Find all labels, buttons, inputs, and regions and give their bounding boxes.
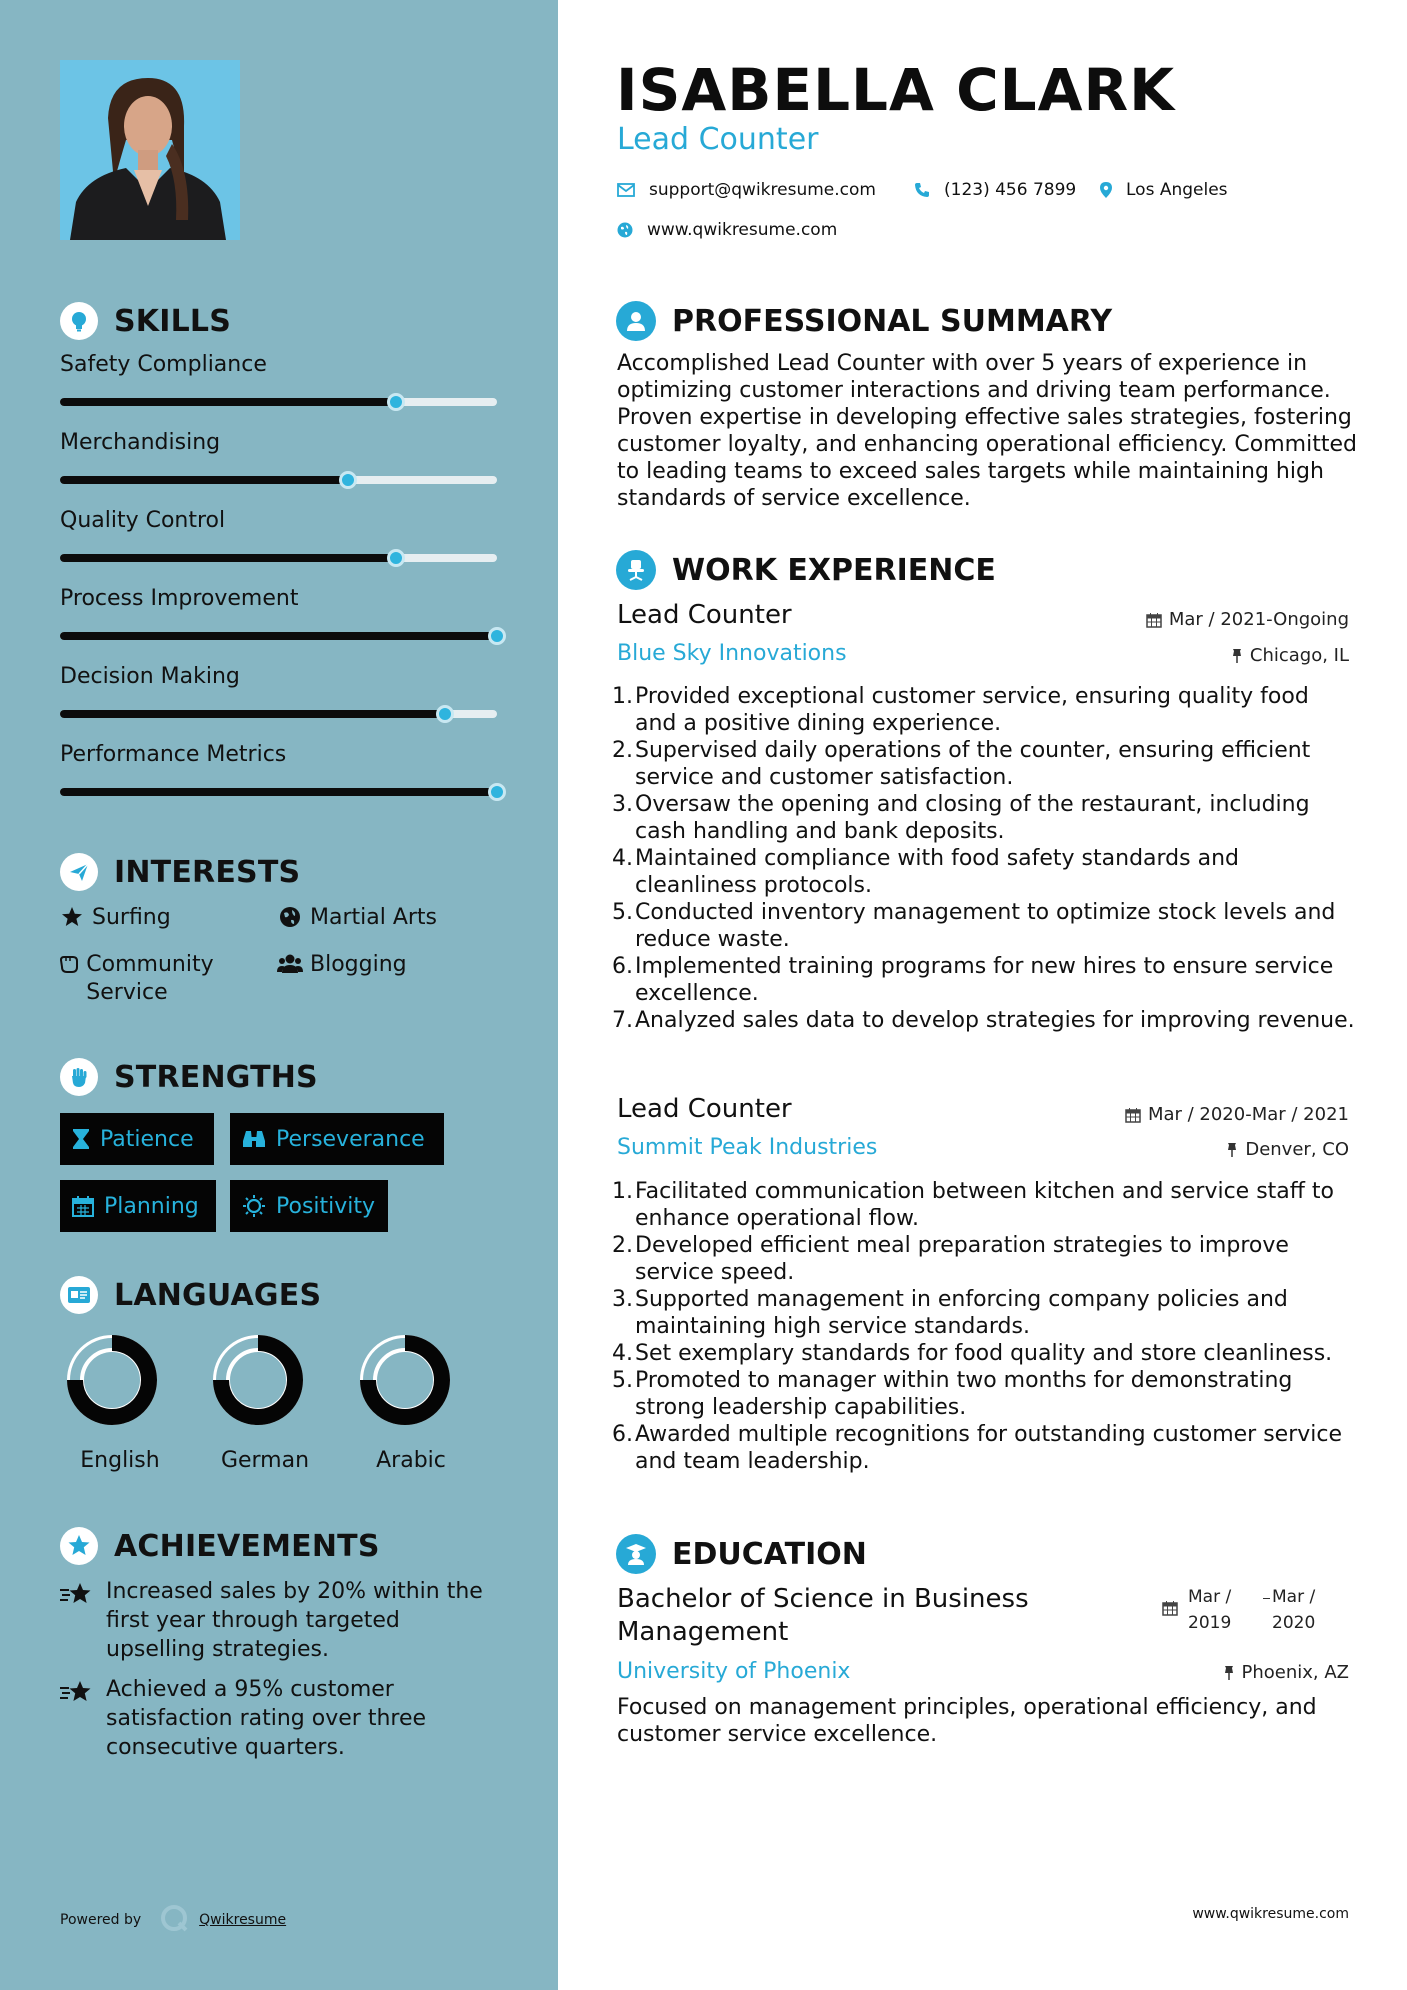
- language-card-icon: [60, 1276, 98, 1314]
- education-description: Focused on management principles, operational efficiency, and customer service excellence.: [617, 1695, 1317, 1747]
- skill-name: Performance Metrics: [60, 742, 287, 767]
- skill-bar: [60, 632, 497, 640]
- strength-badge: [230, 1113, 444, 1165]
- skill-bar-fill: [60, 398, 396, 406]
- skill-name: Safety Compliance: [60, 352, 267, 377]
- education-location-text: Phoenix, AZ: [1241, 1662, 1349, 1683]
- duty-item: 2. Supervised daily operations of the counter, ensuring efficient service and customer satisfaction.: [612, 738, 1311, 790]
- duty-item: 1. Provided exceptional customer service, ensuring quality food and a positive dining experience.: [612, 684, 1309, 736]
- users-icon: [276, 951, 304, 975]
- powered-by-label: Powered by: [60, 1912, 142, 1928]
- skill-bar: [60, 710, 497, 718]
- job-location-text: Chicago, IL: [1249, 645, 1349, 666]
- skill-bar-fill: [60, 632, 497, 640]
- skill-bar: [60, 476, 497, 484]
- skills-title: SKILLS: [114, 303, 232, 339]
- calendar-icon: [72, 1195, 94, 1217]
- calendar-icon: [1162, 1600, 1178, 1620]
- school-name: University of Phoenix: [617, 1659, 851, 1684]
- duty-item: 2. Developed efficient meal preparation strategies to improve service speed.: [612, 1233, 1289, 1285]
- skills-header: [60, 302, 231, 340]
- achievements-header: [60, 1527, 380, 1565]
- company-name: Summit Peak Industries: [617, 1135, 878, 1160]
- languages-title: LANGUAGES: [114, 1277, 322, 1313]
- summary-title: PROFESSIONAL SUMMARY: [672, 303, 1113, 339]
- graduate-icon: [616, 1534, 656, 1574]
- calendar-icon: [1125, 1107, 1141, 1123]
- globe-icon: [276, 904, 304, 928]
- education-title: EDUCATION: [672, 1536, 867, 1572]
- achievement-item: [60, 1675, 500, 1762]
- experience-header: [616, 550, 996, 590]
- skill-name: Quality Control: [60, 508, 226, 533]
- paper-plane-icon: [60, 853, 98, 891]
- end-year: 2020: [1272, 1613, 1316, 1633]
- strength-badge: [60, 1180, 216, 1232]
- contact-email[interactable]: [617, 180, 876, 200]
- duty-item: 6. Awarded multiple recognitions for outstanding customer service and team leadership.: [612, 1422, 1343, 1474]
- skill-bar-knob: [436, 705, 454, 723]
- skill-name: Decision Making: [60, 664, 240, 689]
- start-year: 2019: [1188, 1613, 1232, 1633]
- qwikresume-link[interactable]: Qwikresume: [199, 1912, 287, 1928]
- languages-header: [60, 1276, 321, 1314]
- summary-header: [616, 301, 1112, 341]
- language-ring: [359, 1334, 451, 1426]
- duty-item: 5. Conducted inventory management to optimize stock levels and reduce waste.: [612, 900, 1336, 952]
- interest-item: [58, 951, 258, 1007]
- language-ring-hole: [230, 1352, 286, 1408]
- job-date-text: Mar / 2020-Mar / 2021: [1147, 1104, 1349, 1125]
- summary-text: Accomplished Lead Counter with over 5 years of experience in optimizing customer interactions and driving team performance. Proven expertise in developing effective sales strategies, fostering customer loyalty, and enhancing operational efficiency. Committed to leading teams to exceed sales targets while maintaining high standards of service excellence.: [617, 351, 1357, 511]
- language-ring-hole: [377, 1352, 433, 1408]
- strength-label: Planning: [104, 1193, 199, 1219]
- duty-item: 6. Implemented training programs for new hires to ensure service excellence.: [612, 954, 1334, 1006]
- sidebar: [0, 0, 558, 1990]
- duty-item: 5. Promoted to manager within two months for demonstrating strong leadership capabilities.: [612, 1368, 1293, 1420]
- email-text: support@qwikresume.com: [649, 180, 876, 200]
- candidate-name: ISABELLA CLARK: [616, 56, 1176, 124]
- language-name: English: [80, 1448, 160, 1473]
- strength-label: Perseverance: [276, 1126, 425, 1152]
- education-start: [1188, 1584, 1231, 1636]
- powered-by: [60, 1903, 286, 1937]
- lightbulb-icon: [60, 302, 98, 340]
- binoculars-icon: [242, 1129, 266, 1149]
- skill-bar: [60, 398, 497, 406]
- date-separator: [1263, 1598, 1270, 1599]
- profile-photo: [60, 60, 240, 240]
- phone-text: (123) 456 7899: [944, 180, 1077, 200]
- strength-badge: [60, 1113, 214, 1165]
- skill-bar: [60, 788, 497, 796]
- achievement-star-icon: [60, 1577, 106, 1664]
- qwikresume-logo-icon: [159, 1903, 189, 1937]
- interest-item: [58, 904, 171, 932]
- interest-label: Community Service: [86, 952, 214, 1005]
- interest-item: [276, 951, 407, 979]
- skill-bar-knob: [488, 627, 506, 645]
- pushpin-icon: [1231, 648, 1243, 664]
- duty-item: 7. Analyzed sales data to develop strategies for improving revenue.: [612, 1008, 1355, 1033]
- education-header: [616, 1534, 867, 1574]
- skill-bar-knob: [488, 783, 506, 801]
- fist-icon: [60, 1058, 98, 1096]
- job-date: [1125, 1104, 1349, 1125]
- language-ring: [212, 1334, 304, 1426]
- achievement-text: Increased sales by 20% within the first year through targeted upselling strategies.: [106, 1579, 483, 1662]
- language-name: Arabic: [376, 1448, 446, 1473]
- candidate-role: Lead Counter: [617, 122, 819, 157]
- user-icon: [616, 301, 656, 341]
- language-name: German: [220, 1448, 310, 1473]
- strength-badge: [230, 1180, 388, 1232]
- duties-list: [612, 683, 1357, 1034]
- job-date-text: Mar / 2021-Ongoing: [1168, 609, 1349, 630]
- strength-label: Positivity: [276, 1193, 376, 1219]
- job-title: Lead Counter: [617, 1094, 792, 1124]
- duty-item: 4. Maintained compliance with food safety standards and cleanliness protocols.: [612, 846, 1239, 898]
- experience-title: WORK EXPERIENCE: [672, 552, 996, 588]
- end-month: Mar /: [1272, 1587, 1316, 1607]
- skill-name: Merchandising: [60, 430, 221, 455]
- interests-header: [60, 853, 300, 891]
- language-ring-hole: [84, 1352, 140, 1408]
- map-pin-icon: [1100, 182, 1112, 198]
- website-text: www.qwikresume.com: [647, 220, 838, 240]
- achievement-item: [60, 1577, 500, 1664]
- strengths-header: [60, 1058, 318, 1096]
- skill-name: Process Improvement: [60, 586, 299, 611]
- achievements-title: ACHIEVEMENTS: [114, 1528, 380, 1564]
- star-badge-icon: [60, 1527, 98, 1565]
- calendar-icon: [1146, 612, 1162, 628]
- interest-label: Martial Arts: [310, 905, 438, 930]
- interest-item: [276, 904, 437, 932]
- star-icon: [58, 904, 86, 928]
- duty-item: 1. Facilitated communication between kitchen and service staff to enhance operational flow.: [612, 1179, 1335, 1231]
- job-title: Lead Counter: [617, 600, 792, 630]
- phone-icon: [914, 182, 930, 198]
- skill-bar-fill: [60, 788, 497, 796]
- sun-icon: [242, 1194, 266, 1218]
- job-location-text: Denver, CO: [1245, 1139, 1349, 1160]
- job-location: [1231, 645, 1349, 666]
- hand-icon: [58, 951, 80, 975]
- duty-item: 4. Set exemplary standards for food quality and store cleanliness.: [612, 1341, 1333, 1366]
- skill-bar-fill: [60, 554, 396, 562]
- footer-url[interactable]: www.qwikresume.com: [1192, 1906, 1349, 1922]
- achievement-star-icon: [60, 1675, 106, 1762]
- duty-item: 3. Supported management in enforcing company policies and maintaining high service standards.: [612, 1287, 1288, 1339]
- start-month: Mar /: [1188, 1587, 1232, 1607]
- skill-bar-knob: [387, 549, 405, 567]
- duties-list: [612, 1178, 1357, 1475]
- interests-title: INTERESTS: [114, 854, 301, 890]
- education-location: [1223, 1662, 1350, 1683]
- skill-bar-knob: [339, 471, 357, 489]
- language-ring: [66, 1334, 158, 1426]
- interest-label: Blogging: [310, 952, 407, 977]
- duty-item: 3. Oversaw the opening and closing of the restaurant, including cash handling and bank deposits.: [612, 792, 1310, 844]
- strengths-title: STRENGTHS: [114, 1059, 318, 1095]
- pushpin-icon: [1223, 1665, 1235, 1681]
- strength-label: Patience: [100, 1126, 194, 1152]
- degree-title: Bachelor of Science in Business Management: [617, 1584, 1029, 1647]
- job-location: [1226, 1139, 1349, 1160]
- skill-bar: [60, 554, 497, 562]
- location-text: Los Angeles: [1126, 180, 1228, 200]
- contact-phone[interactable]: [914, 180, 1076, 200]
- education-end: [1272, 1584, 1315, 1636]
- hourglass-icon: [72, 1128, 90, 1150]
- skill-bar-fill: [60, 476, 348, 484]
- achievement-text: Achieved a 95% customer satisfaction rating over three consecutive quarters.: [106, 1677, 427, 1760]
- globe-icon: [617, 222, 633, 238]
- job-date: [1146, 609, 1349, 630]
- skill-bar-knob: [387, 393, 405, 411]
- contact-website[interactable]: [617, 220, 837, 240]
- envelope-icon: [617, 183, 635, 197]
- skill-bar-fill: [60, 710, 445, 718]
- interest-label: Surfing: [92, 905, 171, 930]
- pushpin-icon: [1226, 1142, 1238, 1158]
- company-name: Blue Sky Innovations: [617, 641, 847, 666]
- office-chair-icon: [616, 550, 656, 590]
- contact-location: [1100, 180, 1228, 200]
